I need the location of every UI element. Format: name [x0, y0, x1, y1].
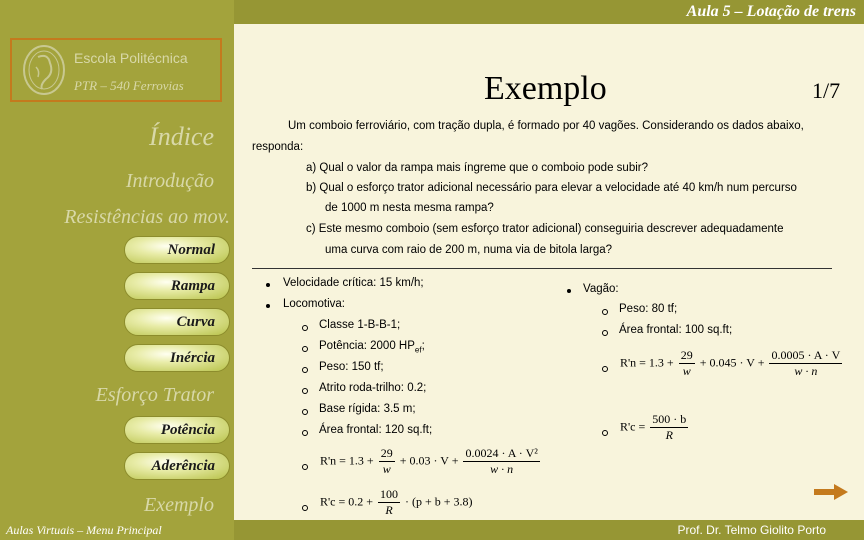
- question-a: a) Qual o valor da rampa mais íngreme que o comboio pode subir?: [306, 162, 648, 174]
- bullet-dot: [567, 289, 571, 293]
- button-curva[interactable]: [124, 308, 230, 336]
- sub-bullet: [602, 309, 608, 315]
- sub-bullet: [302, 505, 308, 511]
- formula-text: + 0.045 · V +: [699, 355, 765, 370]
- numerator: 0.0024 · A · V²: [465, 446, 538, 460]
- fraction: [769, 348, 842, 379]
- divider: [252, 268, 832, 269]
- sub-bullet: [302, 409, 308, 415]
- menu-tractive-effort[interactable]: Esforço Trator: [95, 384, 214, 406]
- numerator: 29: [380, 446, 393, 460]
- denominator: R: [385, 503, 393, 517]
- button-potencia-label: Potência: [160, 422, 215, 438]
- sub-bullet: [302, 388, 308, 394]
- fraction: [463, 446, 539, 477]
- menu-example[interactable]: Exemplo: [144, 494, 214, 516]
- button-curva-label: Curva: [176, 314, 215, 330]
- loco-power-sub: ef: [414, 345, 422, 355]
- loco-friction: Atrito roda-trilho: 0.2;: [319, 382, 427, 394]
- problem-intro-line-2: responda:: [252, 141, 304, 153]
- loco-class: Classe 1-B-B-1;: [319, 319, 401, 331]
- menu-resistances[interactable]: Resistências ao mov.: [64, 206, 230, 228]
- problem-intro-line-1: Um comboio ferroviário, com tração dupla, é formado por 40 vagões. Considerando os dados abaixo,: [288, 120, 804, 132]
- next-arrow-icon[interactable]: [814, 484, 848, 500]
- formula-text: R'n = 1.3 +: [320, 453, 374, 468]
- sub-bullet: [302, 464, 308, 470]
- lesson-title: Aula 5 – Lotação de trens: [686, 3, 856, 20]
- loco-frontal-area: Área frontal: 120 sq.ft;: [319, 424, 433, 436]
- fraction: [379, 446, 395, 477]
- bullet-locomotive: Locomotiva:: [283, 298, 346, 310]
- fraction: [650, 412, 688, 443]
- button-aderencia-label: Aderência: [151, 458, 215, 474]
- numerator: 500 · b: [652, 412, 687, 426]
- denominator: w: [382, 462, 391, 476]
- sub-bullet: [302, 430, 308, 436]
- course-name: PTR – 540 Ferrovias: [74, 78, 184, 93]
- menu-introduction[interactable]: Introdução: [125, 170, 214, 192]
- question-b: b) Qual o esforço trator adicional necessário para elevar a velocidade até 40 km/h num percurso: [306, 182, 797, 194]
- numerator: 100: [380, 487, 399, 501]
- fraction: [679, 348, 695, 379]
- slide-title: Exemplo: [484, 70, 607, 107]
- button-rampa-label: Rampa: [170, 278, 215, 294]
- school-logo-box: [10, 38, 222, 102]
- sub-bullet: [302, 346, 308, 352]
- bullet-wagon: Vagão:: [583, 283, 619, 295]
- formula-rn-wagon: [620, 348, 844, 379]
- button-rampa[interactable]: [124, 272, 230, 300]
- formula-rc-wagon: [620, 412, 690, 443]
- button-inercia-label: Inércia: [170, 350, 215, 366]
- sidebar: [0, 24, 234, 520]
- button-inercia[interactable]: [124, 344, 230, 372]
- question-b-cont: de 1000 m nesta mesma rampa?: [325, 202, 494, 214]
- sub-bullet: [602, 366, 608, 372]
- button-normal-label: Normal: [167, 242, 215, 258]
- menu-index[interactable]: Índice: [149, 122, 214, 151]
- sub-bullet: [602, 430, 608, 436]
- formula-text: · (p + b + 3.8): [405, 494, 473, 509]
- button-normal[interactable]: [124, 236, 230, 264]
- formula-text: R'n = 1.3 +: [620, 355, 674, 370]
- button-potencia[interactable]: [124, 416, 230, 444]
- denominator: w · n: [794, 364, 818, 378]
- fraction: [378, 487, 400, 518]
- numerator: 29: [680, 348, 693, 362]
- denominator: R: [665, 428, 673, 442]
- sub-bullet: [602, 330, 608, 336]
- sub-bullet: [302, 367, 308, 373]
- question-c: c) Este mesmo comboio (sem esforço trator adicional) conseguiria descrever adequadamente: [306, 223, 784, 235]
- formula-text: R'c = 0.2 +: [320, 494, 374, 509]
- button-aderencia[interactable]: [124, 452, 230, 480]
- main-menu-link[interactable]: Aulas Virtuais – Menu Principal: [6, 523, 162, 537]
- wagon-weight: Peso: 80 tf;: [619, 303, 678, 315]
- sub-bullet: [302, 325, 308, 331]
- bullet-dot: [266, 283, 270, 287]
- numerator: 0.0005 · A · V: [771, 348, 841, 362]
- slide-page-number: 1/7: [812, 78, 841, 103]
- formula-text: R'c =: [620, 419, 646, 434]
- formula-rn-locomotive: [320, 446, 542, 477]
- loco-weight: Peso: 150 tf;: [319, 361, 384, 373]
- question-c-cont: uma curva com raio de 200 m, numa via de bitola larga?: [325, 244, 613, 256]
- author-credit: Prof. Dr. Telmo Giolito Porto: [677, 523, 826, 537]
- bullet-dot: [266, 304, 270, 308]
- bullet-critical-speed: Velocidade crítica: 15 km/h;: [283, 277, 424, 289]
- formula-text: + 0.03 · V +: [399, 453, 459, 468]
- formula-rc-locomotive: [320, 487, 473, 518]
- school-name: Escola Politécnica: [74, 50, 188, 66]
- top-bar: [0, 0, 864, 24]
- top-bar-left: [0, 0, 234, 24]
- loco-power-text: Potência: 2000 HP: [319, 340, 415, 352]
- loco-power: Potência: 2000 $HP_{ef}$;: [319, 340, 425, 355]
- loco-wheelbase: Base rígida: 3.5 m;: [319, 403, 416, 415]
- denominator: w · n: [490, 462, 514, 476]
- denominator: w: [682, 364, 691, 378]
- wagon-frontal-area: Área frontal: 100 sq.ft;: [619, 324, 733, 336]
- bottom-bar: [0, 520, 864, 540]
- school-emblem-icon: [20, 43, 68, 97]
